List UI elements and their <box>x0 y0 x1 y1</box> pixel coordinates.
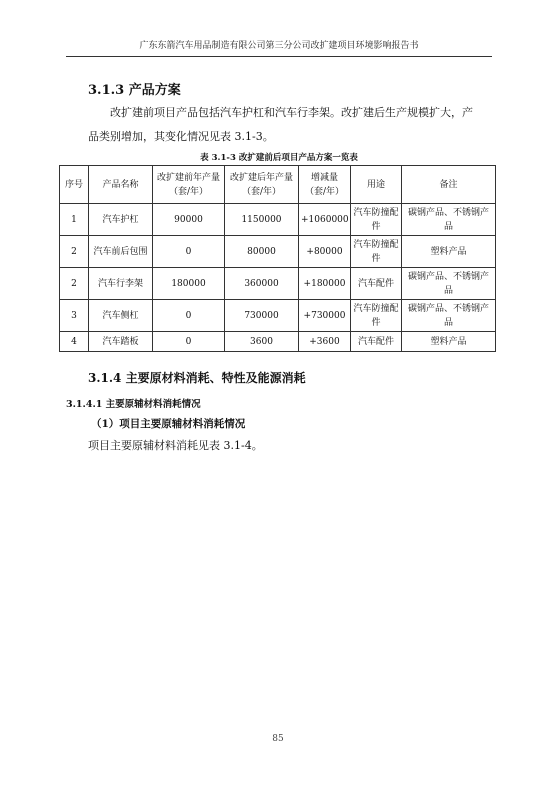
page-number: 85 <box>272 734 284 744</box>
cell-change: +1060000 <box>299 204 351 236</box>
cell-before: 0 <box>153 300 225 332</box>
section-paragraph: 改扩建前项目产品包括汽车护杠和汽车行李架。改扩建后生产规模扩大，产品类别增加，其变化情况见表 3.1-3。 <box>88 106 473 143</box>
cell-no: 4 <box>60 332 89 352</box>
cell-use: 汽车配件 <box>351 268 402 300</box>
cell-name: 汽车前后包围 <box>89 236 153 268</box>
product-table <box>59 165 496 352</box>
table-header-row <box>60 166 496 204</box>
cell-use: 汽车防撞配件 <box>351 204 402 236</box>
cell-name: 汽车侧杠 <box>89 300 153 332</box>
cell-use: 汽车防撞配件 <box>351 300 402 332</box>
table-row <box>60 300 496 332</box>
cell-no: 3 <box>60 300 89 332</box>
cell-no: 2 <box>60 268 89 300</box>
cell-note: 塑料产品 <box>402 236 496 268</box>
table-caption: 表 3.1-3 改扩建前后项目产品方案一览表 <box>200 153 358 163</box>
table-row <box>60 268 496 300</box>
cell-no: 1 <box>60 204 89 236</box>
cell-change: +80000 <box>299 236 351 268</box>
section-heading-3-1-3: 3.1.3 产品方案 <box>88 83 181 98</box>
cell-before: 90000 <box>153 204 225 236</box>
cell-change: +180000 <box>299 268 351 300</box>
column-header: 产品名称 <box>89 166 153 204</box>
table-row <box>60 204 496 236</box>
section-paragraph-2: 项目主要原辅材料消耗见表 3.1-4。 <box>88 439 263 452</box>
table-row <box>60 236 496 268</box>
cell-name: 汽车行李架 <box>89 268 153 300</box>
cell-note: 碳钢产品、不锈钢产品 <box>402 300 496 332</box>
cell-note: 塑料产品 <box>402 332 496 352</box>
cell-before: 0 <box>153 236 225 268</box>
table-row <box>60 332 496 352</box>
column-header: 备注 <box>402 166 496 204</box>
cell-use: 汽车防撞配件 <box>351 236 402 268</box>
cell-change: +730000 <box>299 300 351 332</box>
cell-after: 730000 <box>225 300 299 332</box>
cell-note: 碳钢产品、不锈钢产品 <box>402 268 496 300</box>
subsection-heading-3-1-4-1: 3.1.4.1 主要原辅材料消耗情况 <box>66 399 201 410</box>
cell-name: 汽车踏板 <box>89 332 153 352</box>
cell-note: 碳钢产品、不锈钢产品 <box>402 204 496 236</box>
cell-name: 汽车护杠 <box>89 204 153 236</box>
column-header: 用途 <box>351 166 402 204</box>
column-header: 改扩建后年产量（套/年） <box>225 166 299 204</box>
column-header: 改扩建前年产量（套/年） <box>153 166 225 204</box>
cell-use: 汽车配件 <box>351 332 402 352</box>
cell-after: 1150000 <box>225 204 299 236</box>
cell-after: 80000 <box>225 236 299 268</box>
column-header: 序号 <box>60 166 89 204</box>
cell-change: +3600 <box>299 332 351 352</box>
page-header: 广东东箭汽车用品制造有限公司第三分公司改扩建项目环境影响报告书 <box>66 38 492 57</box>
cell-no: 2 <box>60 236 89 268</box>
cell-after: 3600 <box>225 332 299 352</box>
item-heading-1: （1）项目主要原辅材料消耗情况 <box>91 418 246 430</box>
section-heading-3-1-4: 3.1.4 主要原材料消耗、特性及能源消耗 <box>88 371 306 385</box>
column-header: 增减量（套/年） <box>299 166 351 204</box>
cell-before: 180000 <box>153 268 225 300</box>
cell-before: 0 <box>153 332 225 352</box>
cell-after: 360000 <box>225 268 299 300</box>
